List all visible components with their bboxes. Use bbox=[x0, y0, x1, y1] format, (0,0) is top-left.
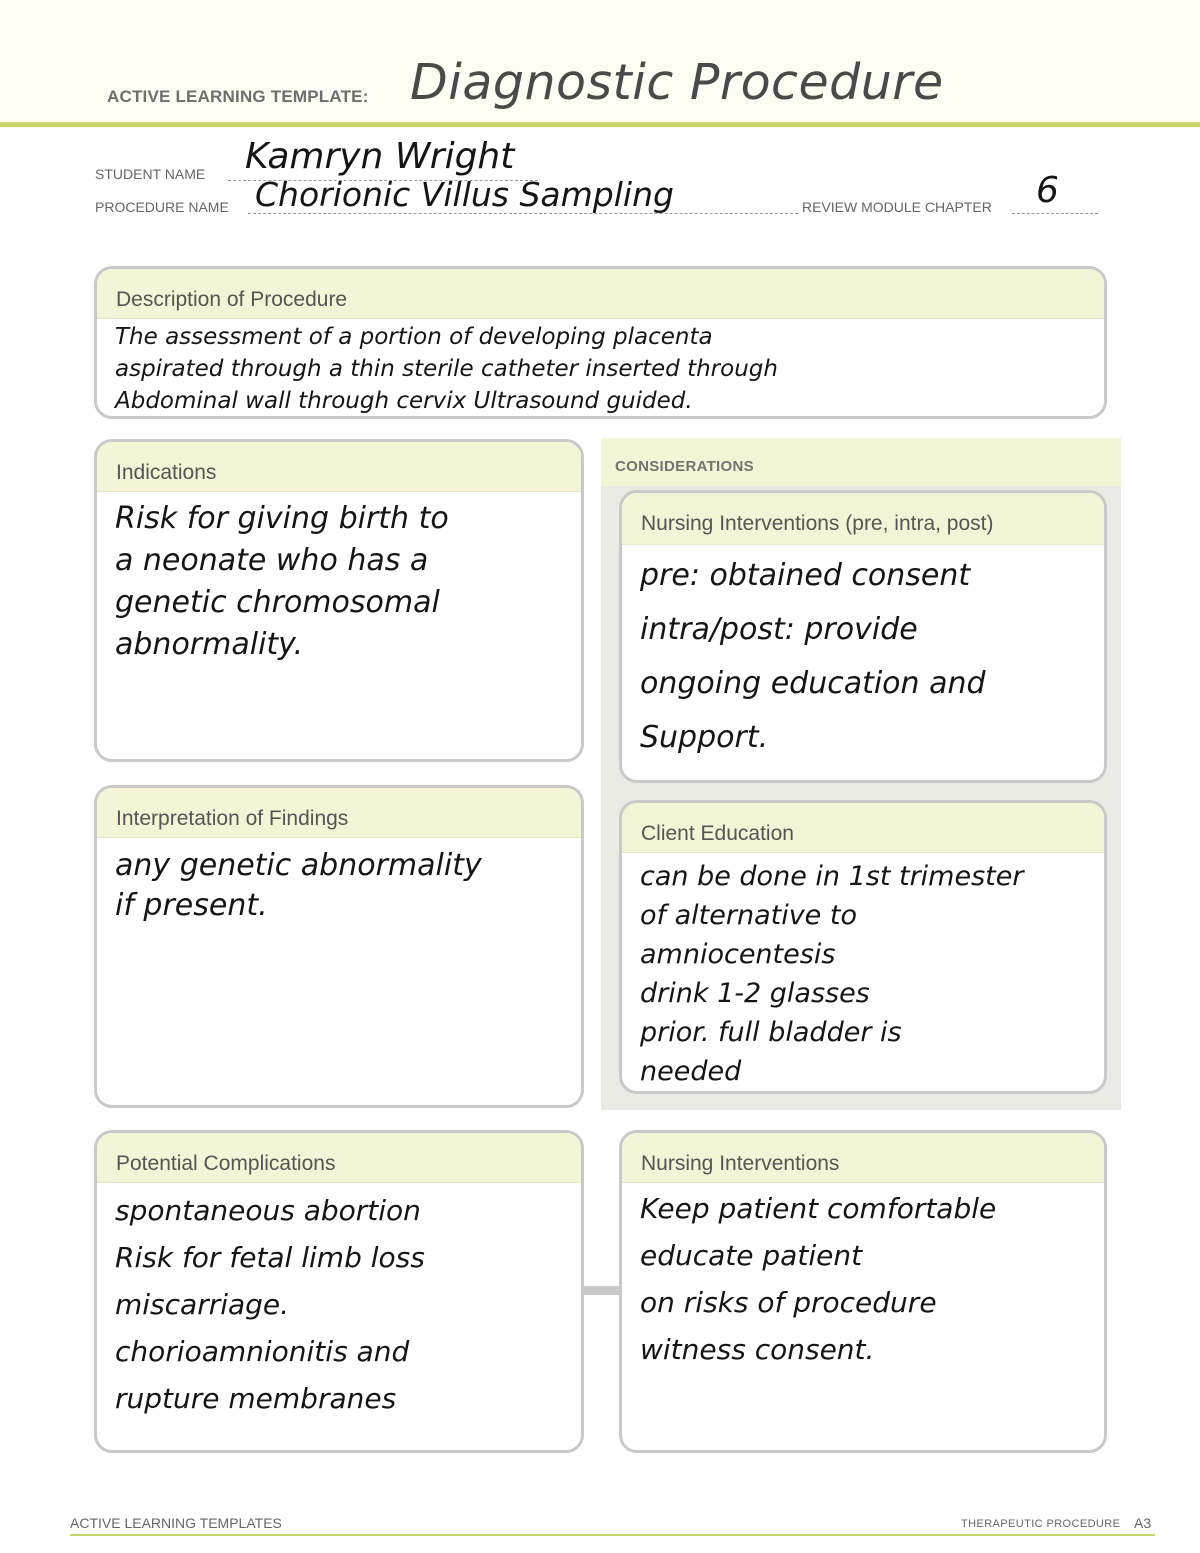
potential-complications-title: Potential Complications bbox=[97, 1133, 581, 1183]
page-title: Diagnostic Procedure bbox=[410, 54, 944, 111]
procedure-name-label: PROCEDURE NAME bbox=[95, 199, 229, 215]
description-box bbox=[94, 266, 1107, 419]
interpretation-title: Interpretation of Findings bbox=[97, 788, 581, 838]
interpretation-field[interactable]: any genetic abnormality if present. bbox=[115, 848, 482, 923]
nursing-interventions-pip-field[interactable]: pre: obtained consent intra/post: provide ongoing education and Support. bbox=[640, 558, 986, 755]
footer-left: ACTIVE LEARNING TEMPLATES bbox=[70, 1515, 282, 1531]
header-rule bbox=[0, 122, 1200, 127]
client-education-box bbox=[619, 800, 1107, 1094]
potential-complications-box bbox=[94, 1130, 584, 1453]
indications-title: Indications bbox=[97, 442, 581, 492]
template-label: ACTIVE LEARNING TEMPLATE: bbox=[107, 87, 369, 106]
description-title: Description of Procedure bbox=[97, 269, 1104, 319]
review-module-label: REVIEW MODULE CHAPTER bbox=[802, 199, 992, 215]
nursing-interventions-title: Nursing Interventions bbox=[622, 1133, 1104, 1183]
procedure-name-field[interactable]: Chorionic Villus Sampling bbox=[255, 175, 674, 214]
page-number: A3 bbox=[1134, 1515, 1152, 1531]
review-module-line bbox=[1012, 213, 1098, 214]
nursing-interventions-pip-title: Nursing Interventions (pre, intra, post) bbox=[622, 493, 1104, 545]
interpretation-box bbox=[94, 785, 584, 1108]
footer-rule bbox=[70, 1534, 1155, 1536]
description-field[interactable]: The assessment of a portion of developing placenta aspirated through a thin sterile catheter inserted through Abdominal wall through cervix Ultrasound guided. bbox=[115, 324, 778, 414]
nursing-interventions-pip-box bbox=[619, 490, 1107, 783]
review-module-field[interactable]: 6 bbox=[1036, 170, 1059, 211]
considerations-label: CONSIDERATIONS bbox=[615, 458, 754, 475]
footer-right: THERAPEUTIC PROCEDURE bbox=[961, 1518, 1121, 1530]
nursing-interventions-field[interactable]: Keep patient comfortable educate patient on risks of procedure witness consent. bbox=[640, 1192, 997, 1366]
client-education-field[interactable]: can be done in 1st trimester of alternative to amniocentesis drink 1-2 glasses prior. full bladder is needed bbox=[640, 861, 1024, 1087]
indications-box bbox=[94, 439, 584, 762]
indications-field[interactable]: Risk for giving birth to a neonate who has a genetic chromosomal abnormality. bbox=[115, 501, 449, 662]
student-name-field[interactable]: Kamryn Wright bbox=[245, 136, 515, 177]
connector-bar bbox=[584, 1286, 622, 1295]
student-name-label: STUDENT NAME bbox=[95, 166, 206, 182]
nursing-interventions-box bbox=[619, 1130, 1107, 1453]
potential-complications-field[interactable]: spontaneous abortion Risk for fetal limb loss miscarriage. chorioamnionitis and rupture membranes bbox=[115, 1194, 425, 1415]
client-education-title: Client Education bbox=[622, 803, 1104, 853]
